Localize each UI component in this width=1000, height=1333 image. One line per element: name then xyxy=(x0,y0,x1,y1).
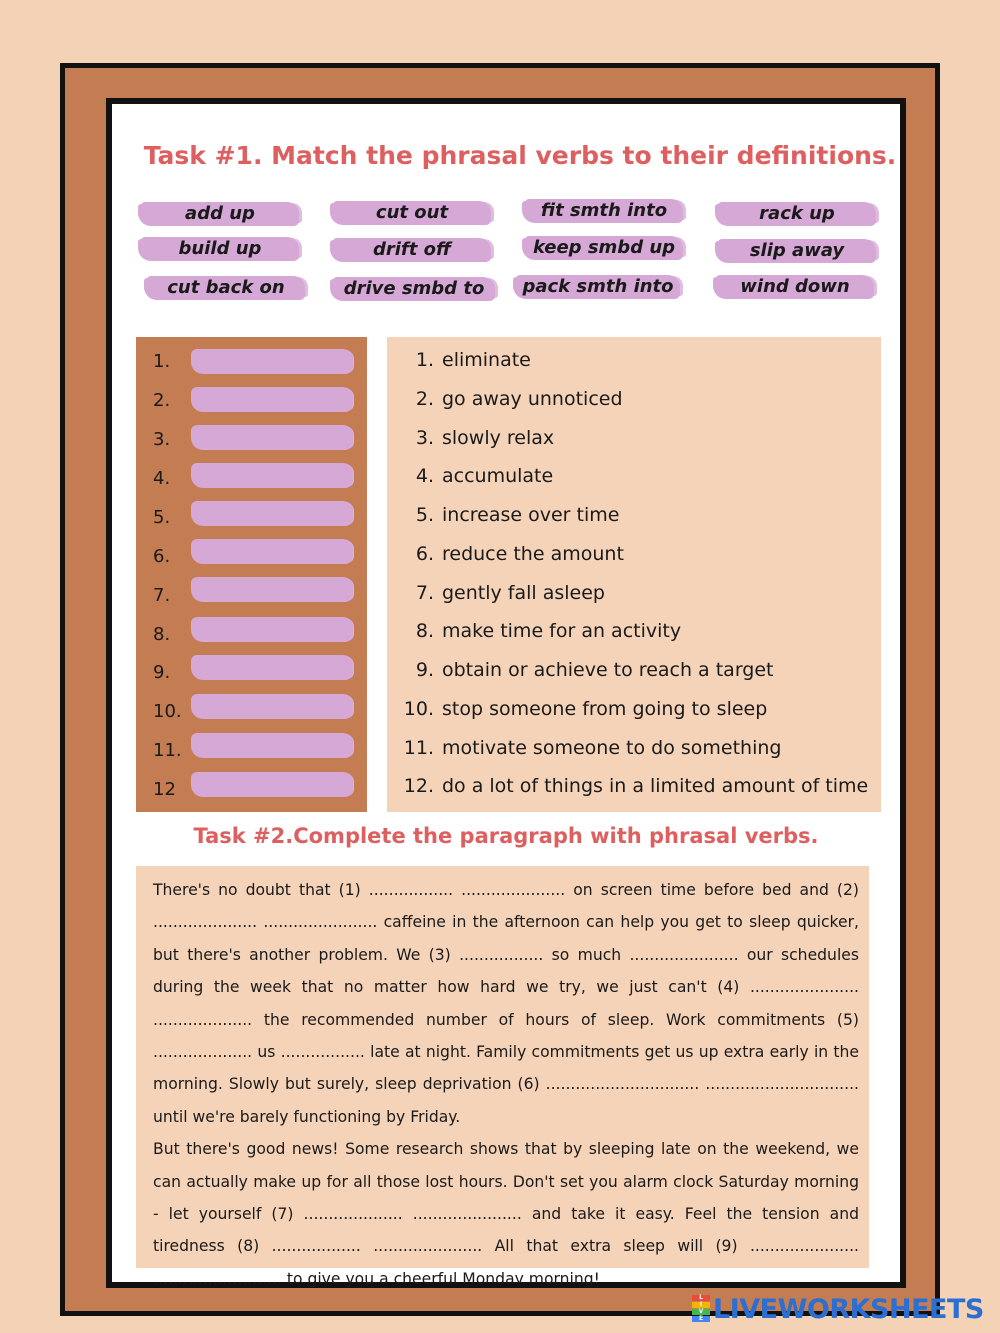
logo-letter: L xyxy=(692,1295,710,1301)
verb-chip-rack-up[interactable]: rack up xyxy=(718,202,876,226)
definition-number: 7. xyxy=(415,582,434,604)
answer-number: 3. xyxy=(153,429,171,450)
definition-number: 9. xyxy=(415,659,434,681)
task2-title: Task #2.Complete the paragraph with phrasal verbs. xyxy=(193,824,819,848)
answer-number: 7. xyxy=(153,585,171,606)
cloze-paragraph xyxy=(153,874,859,1295)
definition-text: stop someone from going to sleep xyxy=(442,698,768,720)
logo-letter: E xyxy=(692,1316,710,1322)
verb-chip-cut-back-on[interactable]: cut back on xyxy=(147,276,305,300)
definition-number: 10. xyxy=(403,698,434,720)
liveworksheets-logo-icon xyxy=(692,1295,710,1323)
verb-chip-keep-smbd-up[interactable]: keep smbd up xyxy=(525,236,683,260)
definition-text: gently fall asleep xyxy=(442,582,605,604)
answer-number: 10. xyxy=(153,701,182,722)
definition-text: obtain or achieve to reach a target xyxy=(442,659,774,681)
answer-drop-slot-11[interactable] xyxy=(191,733,353,758)
answer-drop-slot-2[interactable] xyxy=(191,387,353,412)
answer-number: 6. xyxy=(153,546,171,567)
task1-title: Task #1. Match the phrasal verbs to their definitions. xyxy=(143,141,897,170)
verb-chip-fit-smth-into[interactable]: fit smth into xyxy=(525,199,683,223)
definition-number: 12. xyxy=(403,775,434,797)
answer-drop-slot-3[interactable] xyxy=(191,425,353,450)
definition-number: 6. xyxy=(415,543,434,565)
answer-drop-slot-4[interactable] xyxy=(191,463,353,488)
definition-text: make time for an activity xyxy=(442,620,682,642)
definition-text: go away unnoticed xyxy=(442,388,623,410)
liveworksheets-watermark xyxy=(692,1292,984,1326)
definition-number: 4. xyxy=(415,465,434,487)
definition-text: motivate someone to do something xyxy=(442,737,782,759)
verb-chip-build-up[interactable]: build up xyxy=(141,237,299,261)
verb-chip-cut-out[interactable]: cut out xyxy=(333,201,491,225)
definition-number: 1. xyxy=(415,349,434,371)
answer-number: 5. xyxy=(153,507,171,528)
answer-drop-slot-9[interactable] xyxy=(191,655,353,680)
answer-drop-slot-6[interactable] xyxy=(191,539,353,564)
answer-drop-slot-7[interactable] xyxy=(191,577,353,602)
definition-text: do a lot of things in a limited amount of time xyxy=(442,775,869,797)
verb-chip-pack-smth-into[interactable]: pack smth into xyxy=(516,275,680,299)
definition-number: 3. xyxy=(415,427,434,449)
definition-number: 11. xyxy=(403,737,434,759)
definition-text: slowly relax xyxy=(442,427,555,449)
watermark-text: LIVEWORKSHEETS xyxy=(713,1293,984,1325)
definition-text: accumulate xyxy=(442,465,554,487)
answer-drop-slot-1[interactable] xyxy=(191,349,353,374)
verb-chip-drift-off[interactable]: drift off xyxy=(333,238,491,262)
logo-letter: V xyxy=(692,1309,710,1315)
definition-text: increase over time xyxy=(442,504,620,526)
verb-chip-add-up[interactable]: add up xyxy=(141,202,299,226)
definition-number: 8. xyxy=(415,620,434,642)
verb-chip-drive-smbd-to[interactable]: drive smbd to xyxy=(333,277,495,301)
answer-number: 1. xyxy=(153,351,171,372)
answer-number: 2. xyxy=(153,390,171,411)
answer-number: 11. xyxy=(153,740,182,761)
answer-drop-slot-12[interactable] xyxy=(191,772,353,797)
answer-drop-slot-8[interactable] xyxy=(191,617,353,642)
answer-number: 8. xyxy=(153,624,171,645)
definition-number: 5. xyxy=(415,504,434,526)
logo-letter: I xyxy=(692,1302,710,1308)
answer-number: 9. xyxy=(153,662,171,683)
verb-chip-slip-away[interactable]: slip away xyxy=(718,239,876,263)
verb-chip-wind-down[interactable]: wind down xyxy=(716,275,874,299)
definition-text: reduce the amount xyxy=(442,543,624,565)
answer-drop-slot-5[interactable] xyxy=(191,501,353,526)
definition-number: 2. xyxy=(415,388,434,410)
answer-drop-slot-10[interactable] xyxy=(191,694,353,719)
answer-number: 12 xyxy=(153,779,176,800)
definition-text: eliminate xyxy=(442,349,531,371)
paragraph-1: There's no doubt that (1) ................. ..................... on screen time before bed and (2) ..................... ....................... caffeine in the afternoon can help you get to sleep quicker, but there's another problem. We (3) ................. so much ...................... our schedules during the week that no matter how hard we try, we just can't (4) ...................... .................... the recommended number of hours of sleep. Work commitments (5) .................... us ................. late at night. Family commitments get us up extra early in the morning. Slowly but surely, sleep deprivation (6) ............................... ............................... until we're barely functioning by Friday. xyxy=(153,881,859,1126)
paragraph-2: But there's good news! Some research shows that by sleeping late on the weekend, we can actually make up for all those lost hours. Don't set you alarm clock Saturday morning - let yourself (7) .................... ...................... and take it easy. Feel the tension and tiredness (8) .................. ...................... All that extra sleep will (9) ...................... .......................... to give you a cheerful Monday morning! xyxy=(153,1140,859,1288)
answer-number: 4. xyxy=(153,468,171,489)
